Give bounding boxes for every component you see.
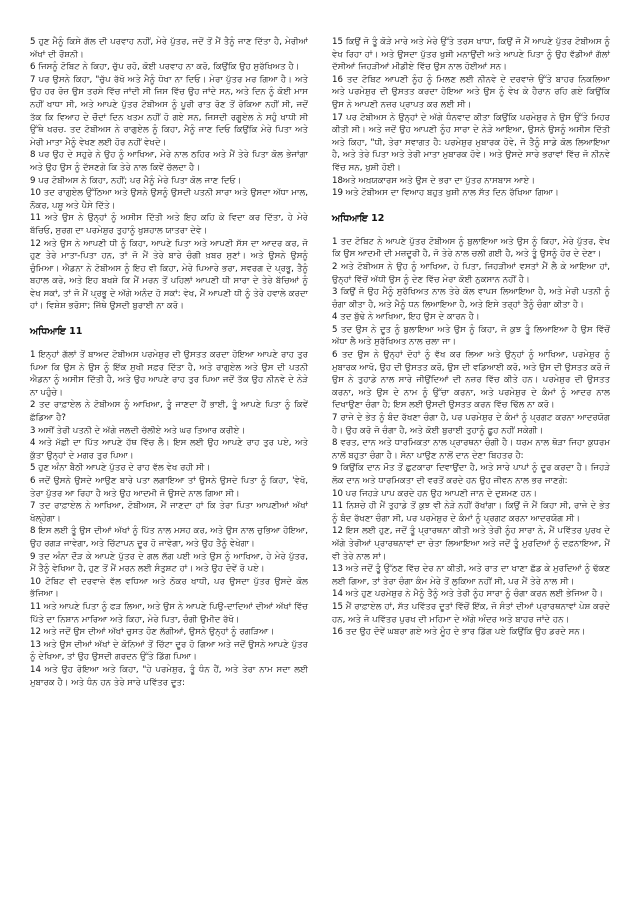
verse-paragraph: 12 ਅਤੇ ਜਦੋਂ ਉਸ ਦੀਆਂ ਅੱਖਾਂ ਚੁਸਤ ਹੋਣ ਲੱਗੀਆਂ, ਉਸਨੇ ਉਨ੍ਹਾਂ ਨੂੰ ਰਗੜਿਆ।	[30, 627, 275, 638]
verse-paragraph: 5 ਹੁਣ ਮੈਨੂੰ ਕਿਸੇ ਗੱਲ ਦੀ ਪਰਵਾਹ ਨਹੀਂ, ਮੇਰੇ ਪੁੱਤਰ, ਜਦੋਂ ਤੋਂ ਮੈਂ ਤੈਨੂੰ ਜਾਣ ਦਿੱਤਾ ਹੈ, ਮੇਰੀਆਂ ਅੱਖਾਂ ਦੀ ਰੌਸ਼ਨੀ।	[30, 37, 308, 60]
verse-paragraph: 10 ਪਰ ਜਿਹੜੇ ਪਾਪ ਕਰਦੇ ਹਨ ਉਹ ਆਪਣੀ ਜਾਨ ਦੇ ਦੁਸ਼ਮਣ ਹਨ।	[332, 488, 537, 499]
verse-paragraph: 11 ਅਤੇ ਉਸ ਨੇ ਉਨ੍ਹਾਂ ਨੂੰ ਅਸੀਸ ਦਿੱਤੀ ਅਤੇ ਇਹ ਕਹਿ ਕੇ ਵਿਦਾ ਕਰ ਦਿੱਤਾ, ਹੇ ਮੇਰੇ ਬੱਚਿਓ, ਸੁਰਗ ਦਾ ਪਰਮੇਸ਼ੁਰ ਤੁਹਾਨੂੰ ਖੁਸ਼ਹਾਲ ਯਾਤਰਾ ਦੇਵੇ।	[30, 213, 308, 236]
verse-paragraph: 7 ਰਾਜੇ ਦੇ ਭੇਤ ਨੂੰ ਬੰਦ ਰੱਖਣਾ ਚੰਗਾ ਹੈ, ਪਰ ਪਰਮੇਸ਼ੁਰ ਦੇ ਕੰਮਾਂ ਨੂੰ ਪ੍ਰਗਟ ਕਰਨਾ ਆਦਰਯੋਗ ਹੈ। ਉਹ ਕਰੋ ਜੋ ਚੰਗਾ ਹੈ, ਅਤੇ ਕੋਈ ਬੁਰਾਈ ਤੁਹਾਨੂੰ ਛੂਹ ਨਹੀਂ ਸਕੇਗੀ।	[332, 413, 610, 436]
verse-paragraph: 9 ਕਿਉਂਕਿ ਦਾਨ ਮੌਤ ਤੋਂ ਛੁਟਕਾਰਾ ਦਿਵਾਉਂਦਾ ਹੈ, ਅਤੇ ਸਾਰੇ ਪਾਪਾਂ ਨੂੰ ਦੂਰ ਕਰਦਾ ਹੈ। ਜਿਹੜੇ ਲੋਕ ਦਾਨ ਅਤੇ ਧਾਰਮਿਕਤਾ ਦੀ ਵਰਤੋਂ ਕਰਦੇ ਹਨ ਉਹ ਜੀਵਨ ਨਾਲ ਭਰ ਜਾਣਗੇ:	[332, 463, 610, 486]
verse-paragraph: 13 ਅਤੇ ਉਸ ਦੀਆਂ ਅੱਖਾਂ ਦੇ ਕੋਨਿਆਂ ਤੋਂ ਚਿੱਟਾ ਦੂਰ ਹੋ ਗਿਆ ਅਤੇ ਜਦੋਂ ਉਸਨੇ ਆਪਣੇ ਪੁੱਤਰ ਨੂੰ ਦੇਖਿਆ, ਤਾਂ ਉਹ ਉਸਦੀ ਗਰਦਨ ਉੱਤੇ ਡਿੱਗ ਪਿਆ।	[30, 639, 308, 663]
verse-paragraph: 3 ਅਸੀਂ ਤੇਰੀ ਪਤਨੀ ਦੇ ਅੱਗੇ ਜਲਦੀ ਚੱਲੀਏ ਅਤੇ ਘਰ ਤਿਆਰ ਕਰੀਏ।	[30, 425, 246, 436]
verse-paragraph: 4 ਤਦ ਬੁੱਢੇ ਨੇ ਆਖਿਆ, ਇਹ ਉਸ ਦੇ ਕਾਰਨ ਹੈ।	[332, 312, 480, 323]
verse-paragraph: 11 ਅਤੇ ਆਪਣੇ ਪਿਤਾ ਨੂੰ ਫੜ ਲਿਆ, ਅਤੇ ਉਸ ਨੇ ਆਪਣੇ ਪਿਉ-ਦਾਦਿਆਂ ਦੀਆਂ ਅੱਖਾਂ ਵਿੱਚ ਪਿੱਤੇ ਦਾ ਨਿਸ਼ਾਨ ਮਾਰਿਆ ਅਤੇ ਕਿਹਾ, ਮੇਰੇ ਪਿਤਾ, ਚੰਗੀ ਉਮੀਦ ਰੱਖੋ।	[30, 601, 308, 625]
verse-paragraph: 6 ਤਦ ਉਸ ਨੇ ਉਨ੍ਹਾਂ ਦੋਹਾਂ ਨੂੰ ਵੱਖ ਕਰ ਲਿਆ ਅਤੇ ਉਨ੍ਹਾਂ ਨੂੰ ਆਖਿਆ, ਪਰਮੇਸ਼ੁਰ ਨੂੰ ਮੁਬਾਰਕ ਆਖੋ, ਉਹ ਦੀ ਉਸਤਤ ਕਰੋ, ਉਸ ਦੀ ਵਡਿਆਈ ਕਰੋ, ਅਤੇ ਉਸ ਦੀ ਉਸਤਤ ਕਰੋ ਜੋ ਉਸ ਨੇ ਤੁਹਾਡੇ ਨਾਲ ਸਾਰੇ ਜੀਉਂਦਿਆਂ ਦੀ ਨਜ਼ਰ ਵਿੱਚ ਕੀਤੇ ਹਨ। ਪਰਮੇਸ਼ੁਰ ਦੀ ਉਸਤਤ ਕਰਨਾ, ਅਤੇ ਉਸ ਦੇ ਨਾਮ ਨੂੰ ਉੱਚਾ ਕਰਨਾ, ਅਤੇ ਪਰਮੇਸ਼ੁਰ ਦੇ ਕੰਮਾਂ ਨੂੰ ਆਦਰ ਨਾਲ ਦਿਖਾਉਣਾ ਚੰਗਾ ਹੈ; ਇਸ ਲਈ ਉਸਦੀ ਉਸਤਤ ਕਰਨ ਵਿੱਚ ਢਿੱਲ ਨਾ ਕਰੋ।	[332, 350, 610, 411]
verse-paragraph: 19 ਅਤੇ ਟੋਬੀਅਸ ਦਾ ਵਿਆਹ ਬਹੁਤ ਖੁਸ਼ੀ ਨਾਲ ਸੱਤ ਦਿਨ ਰੱਖਿਆ ਗਿਆ।	[332, 188, 559, 199]
verse-paragraph: 9 ਤਦ ਅੰਨਾ ਦੌੜ ਕੇ ਆਪਣੇ ਪੁੱਤਰ ਦੇ ਗਲ ਲੱਗ ਪਈ ਅਤੇ ਉਸ ਨੂੰ ਆਖਿਆ, ਹੇ ਮੇਰੇ ਪੁੱਤਰ, ਮੈਂ ਤੈਨੂੰ ਵੇਖਿਆ ਹੈ, ਹੁਣ ਤੋਂ ਮੈਂ ਮਰਨ ਲਈ ਸੰਤੁਸ਼ਟ ਹਾਂ। ਅਤੇ ਉਹ ਦੋਵੇਂ ਰੋ ਪਏ।	[30, 551, 308, 575]
verse-paragraph: 6 ਜਦੋਂ ਉਸਨੇ ਉਸਦੇ ਆਉਣ ਬਾਰੇ ਪਤਾ ਲਗਾਇਆ ਤਾਂ ਉਸਨੇ ਉਸਦੇ ਪਿਤਾ ਨੂੰ ਕਿਹਾ, 'ਵੇਖੋ, ਤੇਰਾ ਪੁੱਤਰ ਆ ਰਿਹਾ ਹੈ ਅਤੇ ਉਹ ਆਦਮੀ ਜੋ ਉਸਦੇ ਨਾਲ ਗਿਆ ਸੀ।	[30, 476, 308, 499]
chapter-heading: ਅਧਿਆਇ 11	[30, 326, 83, 338]
verse-paragraph: 2 ਅਤੇ ਟੋਬੀਅਸ ਨੇ ਉਹ ਨੂੰ ਆਖਿਆ, ਹੇ ਪਿਤਾ, ਜਿਹੜੀਆਂ ਵਸਤਾਂ ਮੈਂ ਲੈ ਕੇ ਆਇਆ ਹਾਂ, ਉਨ੍ਹਾਂ ਵਿੱਚੋਂ ਅੱਧੀ ਉਸ ਨੂੰ ਦੇਣ ਵਿੱਚ ਮੇਰਾ ਕੋਈ ਨੁਕਸਾਨ ਨਹੀਂ ਹੈ।	[332, 261, 610, 285]
chapter-heading: ਅਧਿਆਇ 12	[332, 212, 385, 224]
verse-paragraph: 10 ਤਦ ਰਾਗੁਏਲ ਉੱਠਿਆ ਅਤੇ ਉਸਨੇ ਉਸਨੂੰ ਉਸਦੀ ਪਤਨੀ ਸਾਰਾ ਅਤੇ ਉਸਦਾ ਅੱਧਾ ਮਾਲ, ਨੌਕਰ, ਪਸ਼ੂ ਅਤੇ ਪੈਸੇ ਦਿੱਤੇ।	[30, 188, 308, 211]
verse-paragraph: 8 ਵਰਤ, ਦਾਨ ਅਤੇ ਧਾਰਮਿਕਤਾ ਨਾਲ ਪ੍ਰਾਰਥਨਾ ਚੰਗੀ ਹੈ। ਧਰਮ ਨਾਲ ਥੋੜਾ ਜਿਹਾ ਕੁਧਰਮ ਨਾਲੋਂ ਬਹੁਤਾ ਚੰਗਾ ਹੈ। ਸੋਨਾ ਪਾਉਣ ਨਾਲੋਂ ਦਾਨ ਦੇਣਾ ਬਿਹਤਰ ਹੈ:	[332, 438, 610, 461]
verse-paragraph: 14 ਅਤੇ ਹੁਣ ਪਰਮੇਸ਼ੁਰ ਨੇ ਮੈਨੂੰ ਤੈਨੂੰ ਅਤੇ ਤੇਰੀ ਨੂੰਹ ਸਾਰਾ ਨੂੰ ਚੰਗਾ ਕਰਨ ਲਈ ਭੇਜਿਆ ਹੈ।	[332, 589, 604, 600]
verse-paragraph: 4 ਅਤੇ ਮੱਛੀ ਦਾ ਪਿੱਤ ਆਪਣੇ ਹੱਥ ਵਿੱਚ ਲੈ। ਇਸ ਲਈ ਉਹ ਆਪਣੇ ਰਾਹ ਤੁਰ ਪਏ, ਅਤੇ ਕੁੱਤਾ ਉਨ੍ਹਾਂ ਦੇ ਮਗਰ ਤੁਰ ਪਿਆ।	[30, 438, 308, 461]
verse-paragraph: 17 ਪਰ ਟੋਬੀਅਸ ਨੇ ਉਨ੍ਹਾਂ ਦੇ ਅੱਗੇ ਧੰਨਵਾਦ ਕੀਤਾ ਕਿਉਂਕਿ ਪਰਮੇਸ਼ੁਰ ਨੇ ਉਸ ਉੱਤੇ ਮਿਹਰ ਕੀਤੀ ਸੀ। ਅਤੇ ਜਦੋਂ ਉਹ ਆਪਣੀ ਨੂੰਹ ਸਾਰਾ ਦੇ ਨੇੜੇ ਆਇਆ, ਉਸਨੇ ਉਸਨੂੰ ਅਸੀਸ ਦਿੱਤੀ ਅਤੇ ਕਿਹਾ, "ਧੀ, ਤੇਰਾ ਸਵਾਗਤ ਹੈ: ਪਰਮੇਸ਼ੁਰ ਮੁਬਾਰਕ ਹੋਵੇ, ਜੋ ਤੈਨੂੰ ਸਾਡੇ ਕੋਲ ਲਿਆਇਆ ਹੈ, ਅਤੇ ਤੇਰੇ ਪਿਤਾ ਅਤੇ ਤੇਰੀ ਮਾਤਾ ਮੁਬਾਰਕ ਹੋਵੇ। ਅਤੇ ਉਸਦੇ ਸਾਰੇ ਭਰਾਵਾਂ ਵਿੱਚ ਜੋ ਨੀਨਵੇ ਵਿੱਚ ਸਨ, ਖੁਸ਼ੀ ਹੋਈ।	[332, 112, 610, 173]
verse-paragraph: 5 ਤਦ ਉਸ ਨੇ ਦੂਤ ਨੂੰ ਬੁਲਾਇਆ ਅਤੇ ਉਸ ਨੂੰ ਕਿਹਾ, ਜੋ ਕੁਝ ਤੂੰ ਲਿਆਇਆ ਹੈ ਉਸ ਵਿੱਚੋਂ ਅੱਧਾ ਲੈ ਅਤੇ ਸੁਰੱਖਿਅਤ ਨਾਲ ਚਲਾ ਜਾ।	[332, 324, 610, 348]
verse-paragraph: 16 ਤਦ ਟੋਬਿਟ ਆਪਣੀ ਨੂੰਹ ਨੂੰ ਮਿਲਣ ਲਈ ਨੀਨਵੇ ਦੇ ਦਰਵਾਜ਼ੇ ਉੱਤੇ ਬਾਹਰ ਨਿਕਲਿਆ ਅਤੇ ਪਰਮੇਸ਼ੁਰ ਦੀ ਉਸਤਤ ਕਰਦਾ ਹੋਇਆ ਅਤੇ ਉਸ ਨੂੰ ਵੇਖ ਕੇ ਹੈਰਾਨ ਰਹਿ ਗਏ ਕਿਉਂਕਿ ਉਸ ਨੇ ਆਪਣੀ ਨਜ਼ਰ ਪ੍ਰਾਪਤ ਕਰ ਲਈ ਸੀ।	[332, 74, 610, 110]
verse-paragraph: 5 ਹੁਣ ਅੰਨਾ ਬੈਠੀ ਆਪਣੇ ਪੁੱਤਰ ਦੇ ਰਾਹ ਵੱਲ ਵੇਖ ਰਹੀ ਸੀ।	[30, 463, 211, 474]
verse-paragraph: 10 ਟੋਬਿਟ ਵੀ ਦਰਵਾਜ਼ੇ ਵੱਲ ਵਧਿਆ ਅਤੇ ਠੋਕਰ ਖਾਧੀ, ਪਰ ਉਸਦਾ ਪੁੱਤਰ ਉਸਦੇ ਕੋਲ ਭੱਜਿਆ।	[30, 576, 308, 600]
verse-paragraph: 8 ਪਰ ਉਹ ਦੇ ਸਹੁਰੇ ਨੇ ਉਹ ਨੂੰ ਆਖਿਆ, ਮੇਰੇ ਨਾਲ ਠਹਿਰ ਅਤੇ ਮੈਂ ਤੇਰੇ ਪਿਤਾ ਕੋਲ ਭੇਜਾਂਗਾ ਅਤੇ ਉਹ ਉਸ ਨੂੰ ਦੱਸਣਗੇ ਕਿ ਤੇਰੇ ਨਾਲ ਕਿਵੇਂ ਚੱਲਦਾ ਹੈ।	[30, 150, 308, 173]
verse-paragraph: 12 ਅਤੇ ਉਸ ਨੇ ਆਪਣੀ ਧੀ ਨੂੰ ਕਿਹਾ, ਆਪਣੇ ਪਿਤਾ ਅਤੇ ਆਪਣੀ ਸੱਸ ਦਾ ਆਦਰ ਕਰ, ਜੋ ਹੁਣ ਤੇਰੇ ਮਾਤਾ-ਪਿਤਾ ਹਨ, ਤਾਂ ਜੋ ਮੈਂ ਤੇਰੇ ਬਾਰੇ ਚੰਗੀ ਖ਼ਬਰ ਸੁਣਾਂ। ਅਤੇ ਉਸਨੇ ਉਸਨੂੰ ਚੁੰਮਿਆ। ਐਡਨਾ ਨੇ ਟੋਬੀਅਸ ਨੂੰ ਇਹ ਵੀ ਕਿਹਾ, ਮੇਰੇ ਪਿਆਰੇ ਭਰਾ, ਸਵਰਗ ਦੇ ਪ੍ਰਭੂ, ਤੈਨੂੰ ਬਹਾਲ ਕਰੇ, ਅਤੇ ਇਹ ਬਖਸ਼ੇ ਕਿ ਮੈਂ ਮਰਨ ਤੋਂ ਪਹਿਲਾਂ ਆਪਣੀ ਧੀ ਸਾਰਾ ਦੇ ਤੇਰੇ ਬੱਚਿਆਂ ਨੂੰ ਵੇਖ ਸਕਾਂ, ਤਾਂ ਜੋ ਮੈਂ ਪ੍ਰਭੂ ਦੇ ਅੱਗੇ ਅਨੰਦ ਹੋ ਸਕਾਂ: ਵੇਖ, ਮੈਂ ਆਪਣੀ ਧੀ ਨੂੰ ਤੇਰੇ ਹਵਾਲੇ ਕਰਦਾ ਹਾਂ। ਵਿਸ਼ੇਸ਼ ਭਰੋਸਾ; ਜਿੱਥੇ ਉਸਦੀ ਬੁਰਾਈ ਨਾ ਕਰੋ।	[30, 238, 308, 312]
verse-paragraph: 12 ਇਸ ਲਈ ਹੁਣ, ਜਦੋਂ ਤੂੰ ਪ੍ਰਾਰਥਨਾ ਕੀਤੀ ਅਤੇ ਤੇਰੀ ਨੂੰਹ ਸਾਰਾ ਨੇ, ਮੈਂ ਪਵਿੱਤਰ ਪੁਰਖ ਦੇ ਅੱਗੇ ਤੇਰੀਆਂ ਪ੍ਰਾਰਥਨਾਵਾਂ ਦਾ ਚੇਤਾ ਲਿਆਇਆ ਅਤੇ ਜਦੋਂ ਤੂੰ ਮੁਰਦਿਆਂ ਨੂੰ ਦਫ਼ਨਾਇਆ, ਮੈਂ ਵੀ ਤੇਰੇ ਨਾਲ ਸਾਂ।	[332, 526, 610, 562]
verse-paragraph: 15 ਕਿਉਂ ਜੋ ਤੂੰ ਕੋੜੇ ਮਾਰੇ ਅਤੇ ਮੇਰੇ ਉੱਤੇ ਤਰਸ ਖਾਧਾ, ਕਿਉਂ ਜੋ ਮੈਂ ਆਪਣੇ ਪੁੱਤਰ ਟੋਬੀਅਸ ਨੂੰ ਵੇਖ ਰਿਹਾ ਹਾਂ। ਅਤੇ ਉਸਦਾ ਪੁੱਤਰ ਖੁਸ਼ੀ ਮਨਾਉਂਦੀ ਅਤੇ ਆਪਣੇ ਪਿਤਾ ਨੂੰ ਉਹ ਵੱਡੀਆਂ ਗੱਲਾਂ ਦੱਸੀਆਂ ਜਿਹੜੀਆਂ ਮੀਡੀਏ ਵਿੱਚ ਉਸ ਨਾਲ ਹੋਈਆਂ ਸਨ।	[332, 37, 610, 73]
right-column	[332, 36, 610, 882]
verse-paragraph: 11 ਨਿਸ਼ਚੇ ਹੀ ਮੈਂ ਤੁਹਾਡੇ ਤੋਂ ਕੁਝ ਵੀ ਨੇੜੇ ਨਹੀਂ ਰੱਖਾਂਗਾ। ਕਿਉਂ ਜੋ ਮੈਂ ਕਿਹਾ ਸੀ, ਰਾਜੇ ਦੇ ਭੇਤ ਨੂੰ ਬੰਦ ਰੱਖਣਾ ਚੰਗਾ ਸੀ, ਪਰ ਪਰਮੇਸ਼ੁਰ ਦੇ ਕੰਮਾਂ ਨੂੰ ਪ੍ਰਗਟ ਕਰਨਾ ਆਦਰਯੋਗ ਸੀ।	[332, 501, 610, 524]
verse-paragraph: 1 ਇਨ੍ਹਾਂ ਗੱਲਾਂ ਤੋਂ ਬਾਅਦ ਟੋਬੀਅਸ ਪਰਮੇਸ਼ੁਰ ਦੀ ਉਸਤਤ ਕਰਦਾ ਹੋਇਆ ਆਪਣੇ ਰਾਹ ਤੁਰ ਪਿਆ ਕਿ ਉਸ ਨੇ ਉਸ ਨੂੰ ਇੱਕ ਸੁਖੀ ਸਫ਼ਰ ਦਿੱਤਾ ਹੈ, ਅਤੇ ਰਾਗੁਏਲ ਅਤੇ ਉਸ ਦੀ ਪਤਨੀ ਐਡਨਾ ਨੂੰ ਅਸੀਸ ਦਿੱਤੀ ਹੈ, ਅਤੇ ਉਹ ਆਪਣੇ ਰਾਹ ਤੁਰ ਪਿਆ ਜਦੋਂ ਤੱਕ ਉਹ ਨੀਨਵੇ ਦੇ ਨੇੜੇ ਨਾ ਪਹੁੰਚੇ।	[30, 350, 308, 398]
verse-paragraph: 14 ਅਤੇ ਉਹ ਰੋਇਆ ਅਤੇ ਕਿਹਾ, "ਹੇ ਪਰਮੇਸ਼ੁਰ, ਤੂੰ ਧੰਨ ਹੈਂ, ਅਤੇ ਤੇਰਾ ਨਾਮ ਸਦਾ ਲਈ ਮੁਬਾਰਕ ਹੈ। ਅਤੇ ਧੰਨ ਹਨ ਤੇਰੇ ਸਾਰੇ ਪਵਿੱਤਰ ਦੂਤ:	[30, 664, 308, 688]
verse-paragraph: 6 ਜਿਸਨੂੰ ਟੋਬਿਟ ਨੇ ਕਿਹਾ, ਚੁੱਪ ਰਹੋ, ਕੋਈ ਪਰਵਾਹ ਨਾ ਕਰੋ, ਕਿਉਂਕਿ ਉਹ ਸੁਰੱਖਿਅਤ ਹੈ।	[30, 62, 300, 73]
verse-paragraph: 1 ਤਦ ਟੋਬਿਟ ਨੇ ਆਪਣੇ ਪੁੱਤਰ ਟੋਬੀਅਸ ਨੂੰ ਬੁਲਾਇਆ ਅਤੇ ਉਸ ਨੂੰ ਕਿਹਾ, ਮੇਰੇ ਪੁੱਤਰ, ਵੇਖ ਕਿ ਉਸ ਆਦਮੀ ਦੀ ਮਜ਼ਦੂਰੀ ਹੈ, ਜੋ ਤੇਰੇ ਨਾਲ ਚਲੀ ਗਈ ਹੈ, ਅਤੇ ਤੂੰ ਉਸਨੂੰ ਹੋਰ ਦੇ ਦੇਣਾ।	[332, 236, 610, 260]
left-column	[30, 36, 308, 882]
verse-paragraph: 7 ਤਦ ਰਾਫ਼ਾਏਲ ਨੇ ਆਖਿਆ, ਟੋਬੀਅਸ, ਮੈਂ ਜਾਣਦਾ ਹਾਂ ਕਿ ਤੇਰਾ ਪਿਤਾ ਆਪਣੀਆਂ ਅੱਖਾਂ ਖੋਲ੍ਹੇਗਾ।	[30, 501, 308, 524]
verse-paragraph: 13 ਅਤੇ ਜਦੋਂ ਤੂੰ ਉੱਠਣ ਵਿੱਚ ਦੇਰ ਨਾ ਕੀਤੀ, ਅਤੇ ਰਾਤ ਦਾ ਖਾਣਾ ਛੱਡ ਕੇ ਮੁਰਦਿਆਂ ਨੂੰ ਢੱਕਣ ਲਈ ਗਿਆ, ਤਾਂ ਤੇਰਾ ਚੰਗਾ ਕੰਮ ਮੇਰੇ ਤੋਂ ਲੁਕਿਆ ਨਹੀਂ ਸੀ, ਪਰ ਮੈਂ ਤੇਰੇ ਨਾਲ ਸੀ।	[332, 564, 610, 587]
verse-paragraph: 8 ਇਸ ਲਈ ਤੂੰ ਉਸ ਦੀਆਂ ਅੱਖਾਂ ਨੂੰ ਪਿੱਤ ਨਾਲ ਮਸਹ ਕਰ, ਅਤੇ ਉਸ ਨਾਲ ਚੁਭਿਆ ਹੋਇਆ, ਉਹ ਰਗੜ ਜਾਵੇਗਾ, ਅਤੇ ਚਿੱਟਾਪਨ ਦੂਰ ਹੋ ਜਾਵੇਗਾ, ਅਤੇ ਉਹ ਤੈਨੂੰ ਵੇਖੇਗਾ।	[30, 526, 308, 549]
verse-paragraph: 9 ਪਰ ਟੋਬੀਅਸ ਨੇ ਕਿਹਾ, ਨਹੀਂ; ਪਰ ਮੈਨੂੰ ਮੇਰੇ ਪਿਤਾ ਕੋਲ ਜਾਣ ਦਿਓ।	[30, 175, 242, 186]
verse-paragraph: 3 ਕਿਉਂ ਜੋ ਉਹ ਮੈਨੂੰ ਸੁਰੱਖਿਅਤ ਨਾਲ ਤੇਰੇ ਕੋਲ ਵਾਪਸ ਲਿਆਇਆ ਹੈ, ਅਤੇ ਮੇਰੀ ਪਤਨੀ ਨੂੰ ਚੰਗਾ ਕੀਤਾ ਹੈ, ਅਤੇ ਮੈਨੂੰ ਧਨ ਲਿਆਇਆ ਹੈ, ਅਤੇ ਇਸੇ ਤਰ੍ਹਾਂ ਤੈਨੂੰ ਚੰਗਾ ਕੀਤਾ ਹੈ।	[332, 287, 610, 310]
verse-paragraph: 18ਅਤੇ ਅਖ਼ਯਕਾਰਸ ਅਤੇ ਉਸ ਦੇ ਭਰਾ ਦਾ ਪੁੱਤਰ ਨਾਸਬਾਸ ਆਏ।	[332, 175, 535, 186]
verse-paragraph: 16 ਤਦ ਉਹ ਦੋਵੇਂ ਘਬਰਾ ਗਏ ਅਤੇ ਮੂੰਹ ਦੇ ਭਾਰ ਡਿੱਗ ਪਏ ਕਿਉਂਕਿ ਉਹ ਡਰਦੇ ਸਨ।	[332, 627, 586, 638]
verse-paragraph: 2 ਤਦ ਰਾਫ਼ਾਏਲ ਨੇ ਟੋਬੀਅਸ ਨੂੰ ਆਖਿਆ, ਤੂੰ ਜਾਣਦਾ ਹੈਂ ਭਾਈ, ਤੂੰ ਆਪਣੇ ਪਿਤਾ ਨੂੰ ਕਿਵੇਂ ਛੱਡਿਆ ਹੈ?	[30, 400, 308, 424]
verse-paragraph: 7 ਪਰ ਉਸਨੇ ਕਿਹਾ, "ਚੁੱਪ ਰੱਖੋ ਅਤੇ ਮੈਨੂੰ ਧੋਖਾ ਨਾ ਦਿਓ। ਮੇਰਾ ਪੁੱਤਰ ਮਰ ਗਿਆ ਹੈ। ਅਤੇ ਉਹ ਹਰ ਰੋਜ਼ ਉਸ ਤਰਸੇ ਵਿੱਚ ਜਾਂਦੀ ਸੀ ਜਿਸ ਵਿੱਚ ਉਹ ਜਾਂਦੇ ਸਨ, ਅਤੇ ਦਿਨ ਨੂੰ ਕੋਈ ਮਾਸ ਨਹੀਂ ਖਾਧਾ ਸੀ, ਅਤੇ ਆਪਣੇ ਪੁੱਤਰ ਟੋਬੀਅਸ ਨੂੰ ਪੂਰੀ ਰਾਤ ਰੋਣ ਤੋਂ ਰੋਕਿਆ ਨਹੀਂ ਸੀ, ਜਦੋਂ ਤੱਕ ਕਿ ਵਿਆਹ ਦੇ ਚੌਦਾਂ ਦਿਨ ਖਤਮ ਨਹੀਂ ਹੋ ਗਏ ਸਨ, ਜਿਸਦੀ ਰਗੂਏਲ ਨੇ ਸਹੁੰ ਖਾਧੀ ਸੀ ਉੱਥੇ ਖਰਚ. ਤਦ ਟੋਬੀਅਸ ਨੇ ਰਾਗੁਏਲ ਨੂੰ ਕਿਹਾ, ਮੈਨੂੰ ਜਾਣ ਦਿਓ ਕਿਉਂਕਿ ਮੇਰੇ ਪਿਤਾ ਅਤੇ ਮੇਰੀ ਮਾਤਾ ਮੈਨੂੰ ਵੇਖਣ ਲਈ ਹੋਰ ਨਹੀਂ ਵੇਖਦੇ।	[30, 74, 308, 148]
verse-paragraph: 15 ਮੈਂ ਰਾਫ਼ਾਏਲ ਹਾਂ, ਸੱਤ ਪਵਿੱਤਰ ਦੂਤਾਂ ਵਿੱਚੋਂ ਇੱਕ, ਜੋ ਸੰਤਾਂ ਦੀਆਂ ਪ੍ਰਾਰਥਨਾਵਾਂ ਪੇਸ਼ ਕਰਦੇ ਹਨ, ਅਤੇ ਜੋ ਪਵਿੱਤਰ ਪੁਰਖ ਦੀ ਮਹਿਮਾ ਦੇ ਅੱਗੇ ਅੰਦਰ ਅਤੇ ਬਾਹਰ ਜਾਂਦੇ ਹਨ।	[332, 601, 610, 625]
